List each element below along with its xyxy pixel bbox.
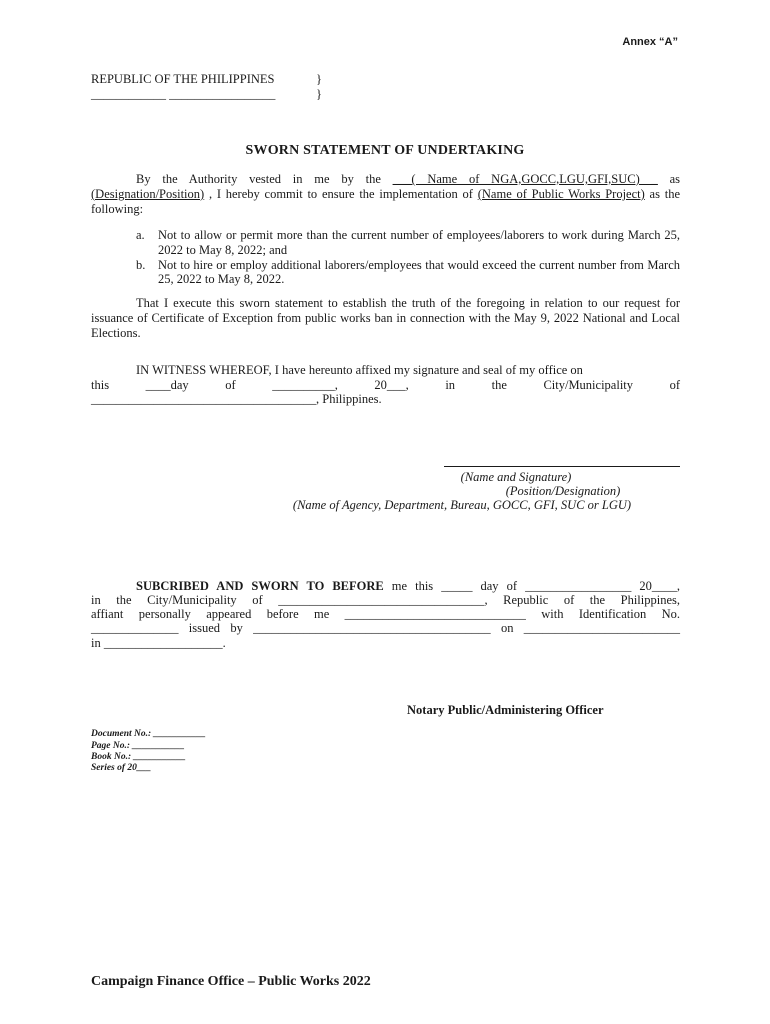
intro-text-4: as the following: — [91, 186, 680, 216]
list-item-label: a. — [136, 228, 145, 242]
document-title: SWORN STATEMENT OF UNDERTAKING — [245, 143, 525, 158]
jurat-line-3: affiant personally appeared before me _____________________________ with Identification No. — [91, 607, 680, 621]
jurat-line-5: in ___________________. — [91, 636, 226, 650]
intro-text-1: By the Authority vested in me by the — [136, 172, 393, 186]
intro-paragraph — [91, 172, 680, 216]
list-item-label: b. — [136, 257, 146, 272]
header-republic: REPUBLIC OF THE PHILIPPINES — [91, 72, 275, 86]
list-item-text: Not to hire or employ additional laborers/employees that would exceed the current number from March 25, 2022 to May 8, 2022. — [158, 257, 680, 287]
witness-line-1: IN WITNESS WHEREOF, I have hereunto affixed my signature and seal of my office on — [136, 363, 583, 377]
project-placeholder: (Name of Public Works Project) — [477, 186, 645, 201]
signature-position: (Position/Designation) — [505, 484, 621, 498]
jurat-heading: SUBCRIBED AND SWORN TO BEFORE — [136, 579, 384, 593]
document-no: Document No.: ___________ — [91, 729, 206, 739]
jurat-line-1 — [91, 579, 680, 594]
header-blank-line: ____________ _________________ — [91, 87, 276, 101]
page-no: Page No.: ___________ — [91, 741, 185, 751]
intro-text-2: as — [657, 172, 680, 186]
witness-line-3: ____________________________________, Philippines. — [91, 392, 382, 406]
footer-office: Campaign Finance Office – Public Works 2022 — [91, 974, 371, 989]
agency-placeholder: ___( Name of NGA,GOCC,LGU,GFI,SUC) _ — [392, 172, 658, 186]
book-no: Book No.: ___________ — [91, 752, 186, 762]
list-item — [136, 258, 680, 288]
series-no: Series of 20___ — [91, 763, 152, 773]
annex-label: Annex “A” — [622, 36, 678, 48]
signature-agency: (Name of Agency, Department, Bureau, GOCC, GFI, SUC or LGU) — [292, 498, 632, 512]
jurat-line-2: in the City/Municipality of _________________________________, Republic of the Philippines, — [91, 593, 680, 607]
header-brace-top: } — [316, 72, 322, 86]
jurat-line-1-text: me this _____ day of _________________ 20____, — [383, 579, 680, 593]
jurat-line-4: ______________ issued by ______________________________________ on _________________________ — [91, 621, 680, 635]
signature-name: (Name and Signature) — [460, 470, 572, 484]
undertaking-list — [136, 228, 680, 287]
designation-placeholder: (Designation/Position) — [91, 186, 205, 201]
witness-line-2: this ____day of __________, 20___, in the City/Municipality of — [91, 378, 680, 392]
purpose-paragraph: That I execute this sworn statement to establish the truth of the foregoing in relation to our request for issuance of Certificate of Exception from public works ban in connection with the May 9, 2022 National and Local Elections. — [91, 296, 680, 340]
list-item-text: Not to allow or permit more than the current number of employees/laborers to work during March 25, 2022 to May 8, 2022; and — [158, 228, 680, 257]
intro-text-3: , I hereby commit to ensure the implementation of — [204, 186, 478, 201]
header-brace-bottom: } — [316, 87, 322, 101]
list-item — [136, 228, 680, 258]
signature-line — [444, 454, 680, 467]
notary-title: Notary Public/Administering Officer — [407, 703, 604, 717]
